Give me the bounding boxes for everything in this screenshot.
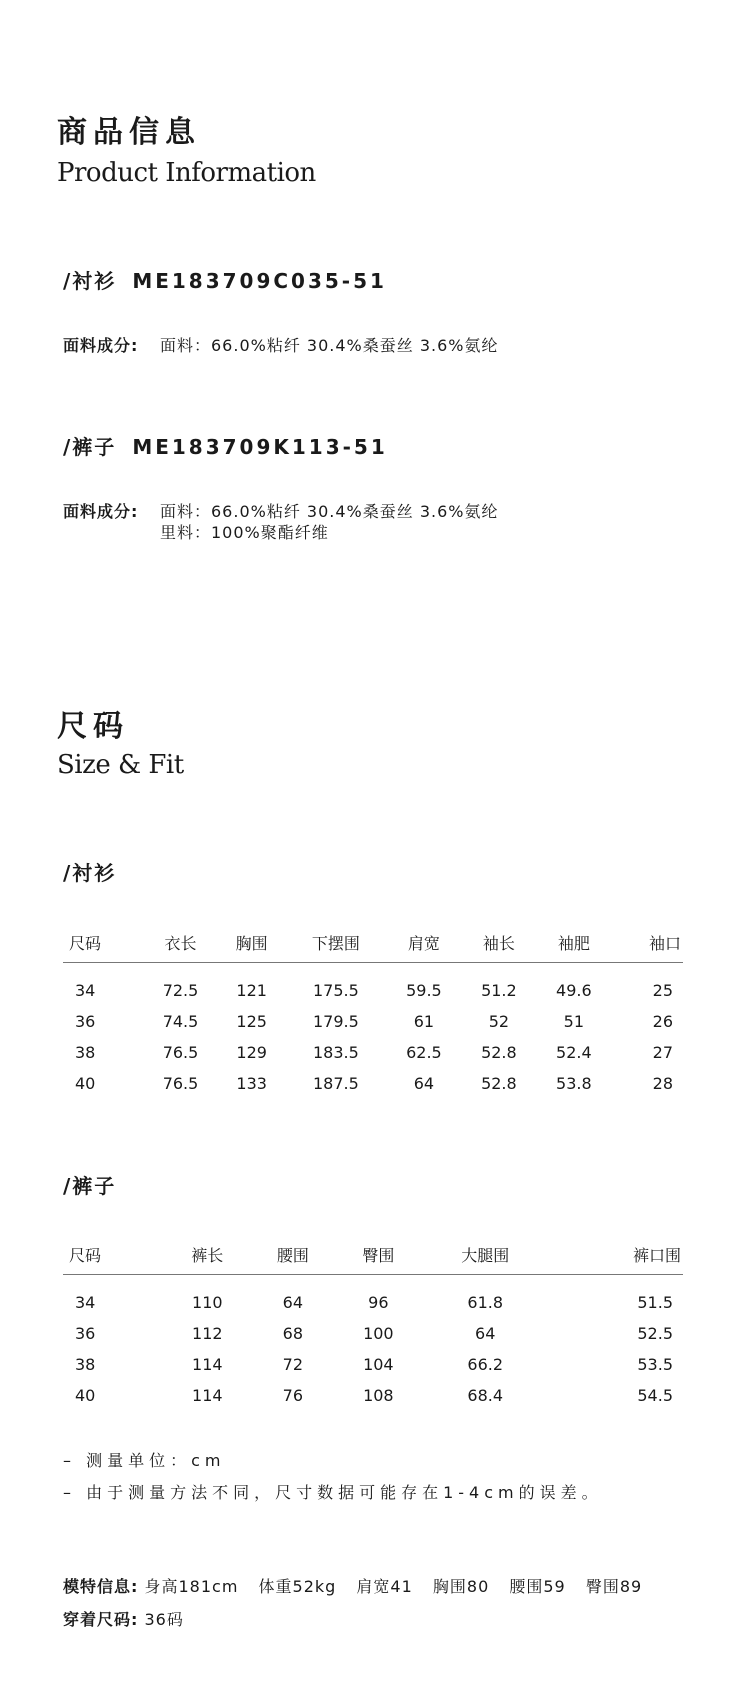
table-cell: 52: [488, 1012, 510, 1031]
table-header-cell: 袖口: [611, 922, 683, 963]
table-header-cell: 肩宽: [386, 922, 461, 963]
table-header-cell: 袖肥: [536, 922, 611, 963]
table-cell: 183.5: [312, 1043, 359, 1062]
table-cell: 66.2: [467, 1355, 504, 1374]
pants-lining-line: 里料：100%聚酯纤维: [160, 523, 329, 542]
shirt-product-name: /衬衫: [63, 269, 117, 293]
product-info-title-cn: 商品信息: [57, 115, 201, 150]
pants-size-table: [63, 1234, 683, 1411]
wear-size-line: [63, 1612, 184, 1628]
table-cell: 110: [192, 1293, 223, 1312]
size-fit-title-en: Size & Fit: [57, 750, 184, 780]
table-header-cell: 大腿围: [421, 1234, 549, 1275]
table-cell: 59.5: [406, 981, 442, 1000]
table-cell: 187.5: [312, 1074, 359, 1093]
table-cell: 64: [475, 1324, 496, 1343]
shirt-size-table: [63, 922, 683, 1099]
pants-product-heading: [63, 437, 388, 457]
model-hip: 臀围89: [585, 1577, 643, 1596]
table-cell: 179.5: [312, 1012, 359, 1031]
table-cell: 133: [236, 1074, 267, 1093]
table-cell: 114: [192, 1355, 223, 1374]
table-cell: 72: [282, 1355, 303, 1374]
model-height: 身高181cm: [144, 1577, 239, 1596]
table-cell: 64: [413, 1074, 435, 1093]
shirt-fabric-line: 面料：66.0%粘纤 30.4%桑蚕丝 3.6%氨纶: [160, 336, 499, 355]
table-cell: 68: [282, 1324, 303, 1343]
table-row: [63, 1068, 683, 1099]
table-cell: 28: [652, 1074, 673, 1093]
table-cell: 40: [75, 1386, 96, 1405]
table-header-cell: 尺码: [63, 922, 143, 963]
pants-size-heading: /裤子: [63, 1174, 117, 1198]
table-cell: 38: [75, 1355, 96, 1374]
table-cell: 38: [75, 1043, 96, 1062]
table-row: [63, 1037, 683, 1068]
wear-size-label: 穿着尺码:: [63, 1610, 139, 1629]
measurement-unit-note: – 测量单位：cm: [63, 1451, 226, 1470]
table-row: [63, 1380, 683, 1411]
table-cell: 64: [282, 1293, 303, 1312]
measurement-error-note: – 由于测量方法不同，尺寸数据可能存在1-4cm的误差。: [63, 1483, 603, 1502]
table-cell: 68.4: [467, 1386, 504, 1405]
pants-fabric-label: 面料成分:: [63, 502, 139, 521]
table-header-cell: 尺码: [63, 1234, 165, 1275]
table-cell: 125: [236, 1012, 267, 1031]
table-cell: 100: [363, 1324, 394, 1343]
table-cell: 36: [75, 1012, 96, 1031]
table-cell: 34: [75, 981, 96, 1000]
model-weight: 体重52kg: [258, 1577, 337, 1596]
table-cell: 62.5: [406, 1043, 442, 1062]
table-header-cell: 袖长: [461, 922, 536, 963]
table-cell: 52.8: [481, 1043, 517, 1062]
table-row: [63, 1318, 683, 1349]
wear-size-value: 36码: [144, 1610, 184, 1629]
table-cell: 54.5: [637, 1386, 673, 1405]
pants-product-code: ME183709K113-51: [132, 435, 388, 459]
table-cell: 51.2: [481, 981, 517, 1000]
table-cell: 53.5: [637, 1355, 673, 1374]
table-cell: 51.5: [637, 1293, 673, 1312]
table-cell: 114: [192, 1386, 223, 1405]
pants-fabric-block: [63, 501, 498, 543]
shirt-product-code: ME183709C035-51: [132, 269, 387, 293]
shirt-fabric-block: [63, 335, 498, 356]
table-cell: 52.5: [637, 1324, 673, 1343]
model-chest: 胸围80: [432, 1577, 490, 1596]
table-cell: 76.5: [162, 1043, 199, 1062]
table-cell: 26: [652, 1012, 673, 1031]
model-waist: 腰围59: [509, 1577, 566, 1596]
table-row: [63, 963, 683, 1007]
table-header-cell: 腰围: [250, 1234, 336, 1275]
table-cell: 40: [75, 1074, 96, 1093]
table-row: [63, 1349, 683, 1380]
table-header-cell: 胸围: [218, 922, 285, 963]
table-cell: 175.5: [312, 981, 359, 1000]
table-cell: 49.6: [556, 981, 592, 1000]
table-cell: 104: [363, 1355, 394, 1374]
table-cell: 52.4: [556, 1043, 592, 1062]
table-cell: 108: [363, 1386, 394, 1405]
table-cell: 72.5: [162, 981, 199, 1000]
table-cell: 52.8: [481, 1074, 517, 1093]
table-cell: 74.5: [162, 1012, 199, 1031]
table-cell: 27: [652, 1043, 673, 1062]
table-cell: 34: [75, 1293, 96, 1312]
table-cell: 36: [75, 1324, 96, 1343]
table-cell: 76: [282, 1386, 303, 1405]
table-cell: 129: [236, 1043, 267, 1062]
shirt-size-heading: /衬衫: [63, 861, 117, 885]
table-cell: 53.8: [556, 1074, 592, 1093]
pants-fabric-line: 面料：66.0%粘纤 30.4%桑蚕丝 3.6%氨纶: [160, 502, 499, 521]
table-header-cell: 裤口围: [549, 1234, 683, 1275]
table-header-cell: 衣长: [143, 922, 218, 963]
shirt-product-heading: [63, 271, 387, 291]
table-cell: 61.8: [467, 1293, 504, 1312]
table-row: [63, 1275, 683, 1319]
shirt-fabric-label: 面料成分:: [63, 336, 139, 355]
table-header-row: [63, 922, 683, 963]
table-cell: 25: [652, 981, 673, 1000]
table-header-cell: 下摆围: [285, 922, 386, 963]
model-info-label: 模特信息:: [63, 1577, 139, 1596]
table-cell: 61: [413, 1012, 435, 1031]
pants-product-name: /裤子: [63, 435, 117, 459]
table-cell: 121: [236, 981, 267, 1000]
model-info-line: [63, 1579, 656, 1595]
table-cell: 76.5: [162, 1074, 199, 1093]
table-row: [63, 1006, 683, 1037]
product-info-title-en: Product Information: [57, 158, 316, 188]
size-fit-title-cn: 尺码: [57, 709, 129, 744]
table-cell: 112: [192, 1324, 223, 1343]
table-cell: 96: [368, 1293, 389, 1312]
table-cell: 51: [563, 1012, 585, 1031]
table-header-cell: 臀围: [336, 1234, 422, 1275]
table-header-cell: 裤长: [165, 1234, 251, 1275]
table-header-row: [63, 1234, 683, 1275]
model-shoulder: 肩宽41: [356, 1577, 413, 1596]
